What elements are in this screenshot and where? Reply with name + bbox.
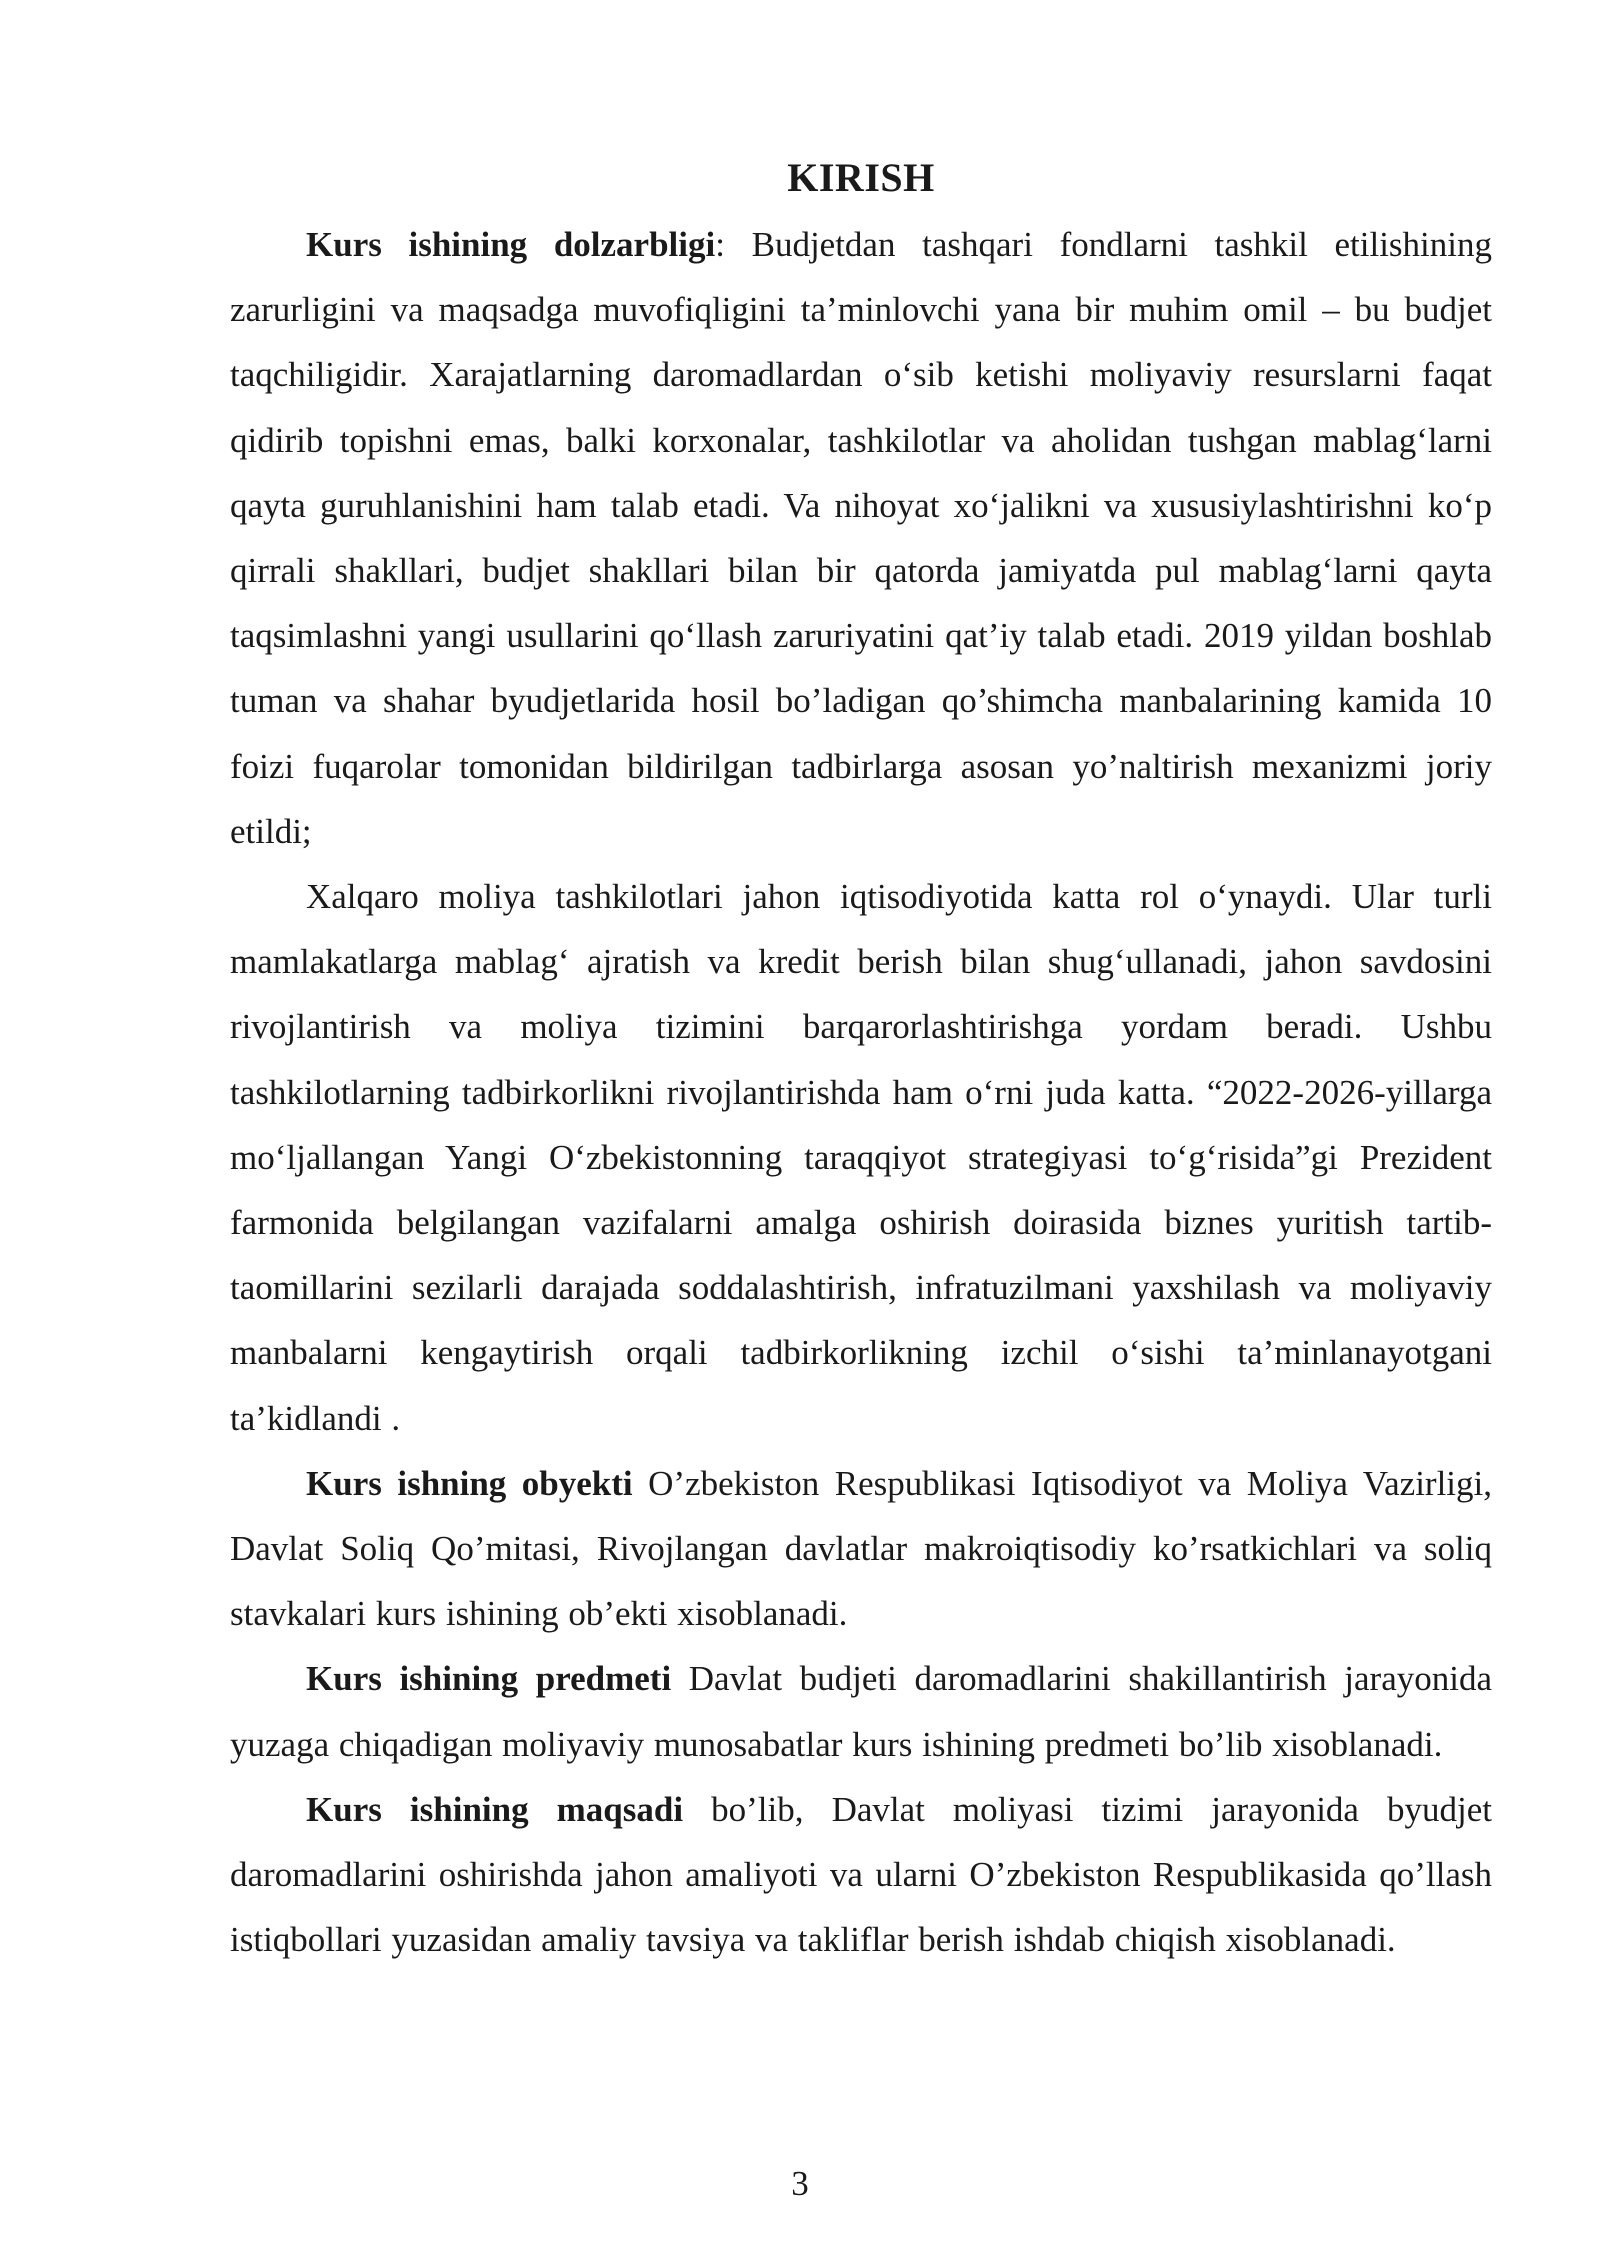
- paragraph-lead: Kurs ishining dolzarbligi: [306, 225, 716, 264]
- paragraph-relevance: [230, 212, 1492, 864]
- paragraph-goal: [230, 1777, 1492, 1973]
- paragraph-lead: Kurs ishning obyekti: [306, 1463, 633, 1503]
- paragraph-lead: Kurs ishining maqsadi: [306, 1789, 684, 1829]
- paragraph-international-finance: [230, 864, 1492, 1451]
- paragraph-text: : Budjetdan tashqari fondlarni tashkil etilishining zarurligini va maqsadga muvofiqligini ta’minlovchi yana bir muhim omil – bu budjet taqchiligidir. Xarajatlarning daromadlardan o‘sib ketishi moliyaviy resurslarni faqat qidirib topishni emas, balki korxonalar, tashkilotlar va aholidan tushgan mablag‘larni qayta guruhlanishini ham talab etadi. Va nihoyat xo‘jalikni va xususiylashtirishni ko‘p qirrali shakllari, budjet shakllari bilan bir qatorda jamiyatda pul mablag‘larni qayta taqsimlashni yangi usullarini qo‘llash zaruriyatini qat’iy talab etadi. 2019 yildan boshlab tuman va shahar byudjetlarida hosil bo’ladigan qo’shimcha manbalarining kamida 10 foizi fuqarolar tomonidan bildirilgan tadbirlarga asosan yo’naltirish mexanizmi joriy etildi;: [230, 225, 1492, 851]
- paragraph-text: O’zbekiston Respublikasi Iqtisodiyot va Moliya Vazirligi, Davlat Soliq Qo’mitasi, Rivojlangan davlatlar makroiqtisodiy ko’rsatkichlari va soliq stavkalari kurs ishining ob’ekti xisoblanadi.: [230, 1463, 1492, 1634]
- paragraph-text: bo’lib, Davlat moliyasi tizimi jarayonida byudjet daromadlarini oshirishda jahon amaliyoti va ularni O’zbekiston Respublikasida qo’llash istiqbollari yuzasidan amaliy tavsiya va takliflar berish ishdab chiqish xisoblanadi.: [230, 1789, 1493, 1960]
- paragraph-lead: Kurs ishining predmeti: [306, 1659, 672, 1699]
- paragraph-subject: [230, 1646, 1492, 1776]
- paragraph-text: Xalqaro moliya tashkilotlari jahon iqtisodiyotida katta rol o‘ynaydi. Ular turli mamlakatlarga mablag‘ ajratish va kredit berish bilan shug‘ullanadi, jahon savdosini rivojlantirish va moliya tizimini barqarorlashtirishga yordam beradi. Ushbu tashkilotlarning tadbirkorlikni rivojlantirishda ham o‘rni juda katta. “2022-2026-yillarga mo‘ljallangan Yangi O‘zbekistonning taraqqiyot strategiyasi to‘g‘risida”gi Prezident farmonida belgilangan vazifalarni amalga oshirish doirasida biznes yuritish tartib-taomillarini sezilarli darajada soddalashtirish, infratuzilmani yaxshilash va moliyaviy manbalarni kengaytirish orqali tadbirkorlikning izchil o‘sishi ta’minlanayotgani ta’kidlandi .: [230, 877, 1492, 1438]
- page-title: KIRISH: [787, 155, 935, 200]
- paragraph-text: Davlat budjeti daromadlarini shakillantirish jarayonida yuzaga chiqadigan moliyaviy munosabatlar kurs ishining predmeti bo’lib xisoblanadi.: [230, 1659, 1492, 1764]
- paragraph-object: [230, 1451, 1492, 1647]
- page-content: [230, 150, 1492, 1972]
- page-number: 3: [791, 2164, 809, 2203]
